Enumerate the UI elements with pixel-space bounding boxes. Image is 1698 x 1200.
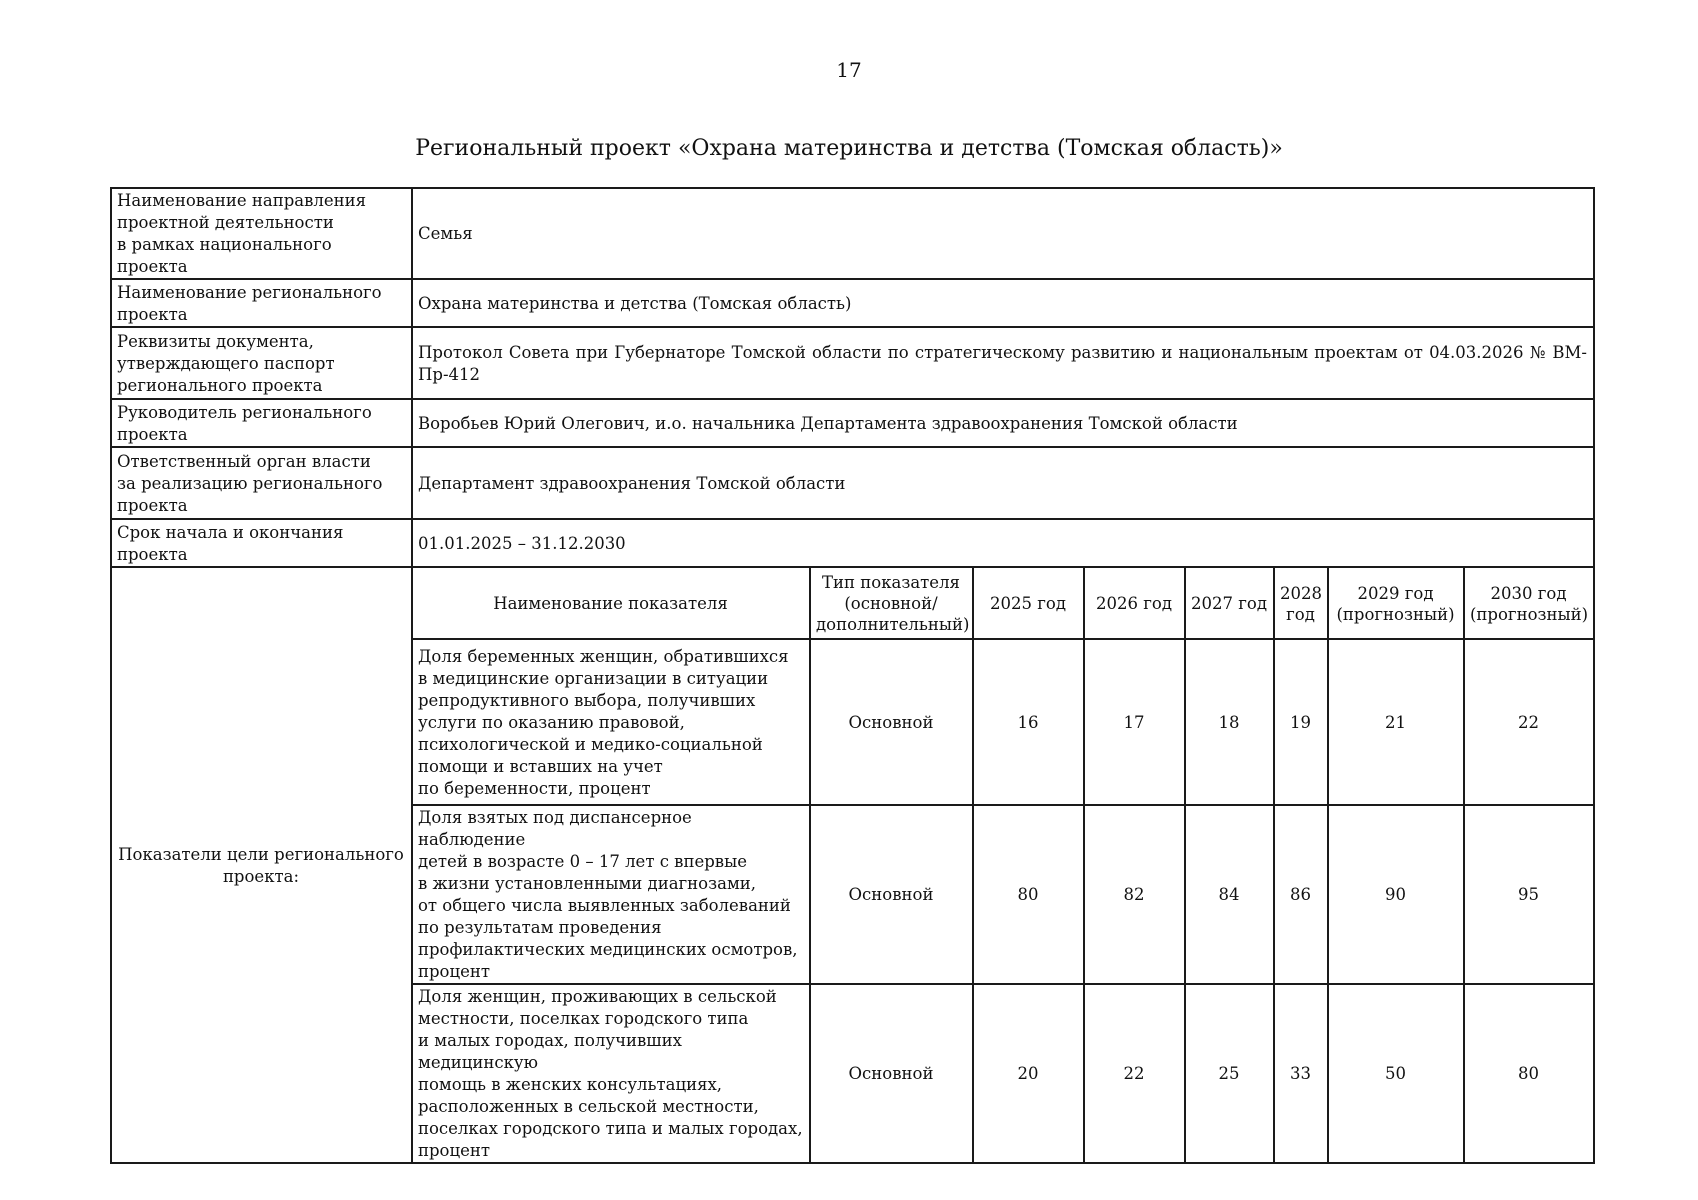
passport-label: Срок начала и окончания проекта <box>111 519 412 567</box>
indicator-type: Основной <box>810 639 973 805</box>
passport-label: Реквизиты документа, утверждающего паспорт регионального проекта <box>111 327 412 399</box>
indicator-value-2030: 95 <box>1464 805 1594 984</box>
indicator-name: Доля беременных женщин, обратившихся в медицинские организации в ситуации репродуктивного выбора, получивших услуги по оказанию правовой, психологической и медико-социальной помощи и вставших на учет по беременности, процент <box>412 639 810 805</box>
passport-value: Департамент здравоохранения Томской области <box>412 447 1594 519</box>
passport-label: Руководитель регионального проекта <box>111 399 412 447</box>
indicator-value-2028: 86 <box>1274 805 1328 984</box>
indicator-value-2027: 84 <box>1185 805 1274 984</box>
header-year-2030: 2030 год (прогнозный) <box>1464 567 1594 639</box>
indicator-value-2030: 22 <box>1464 639 1594 805</box>
passport-row-term <box>111 519 1594 567</box>
indicator-value-2027: 18 <box>1185 639 1274 805</box>
passport-row-responsible <box>111 447 1594 519</box>
passport-label: Ответственный орган власти за реализацию регионального проекта <box>111 447 412 519</box>
indicator-value-2027: 25 <box>1185 984 1274 1163</box>
indicators-section-label: Показатели цели регионального проекта: <box>111 567 412 1163</box>
header-indicator-name: Наименование показателя <box>412 567 810 639</box>
indicator-value-2026: 82 <box>1084 805 1185 984</box>
header-indicator-type: Тип показателя (основной/ дополнительный) <box>810 567 973 639</box>
passport-row-project-name <box>111 279 1594 327</box>
passport-value: Семья <box>412 188 1594 279</box>
page-number: 17 <box>836 58 862 82</box>
passport-label: Наименование направления проектной деятельности в рамках национального проекта <box>111 188 412 279</box>
indicator-value-2030: 80 <box>1464 984 1594 1163</box>
indicator-value-2028: 33 <box>1274 984 1328 1163</box>
indicator-name: Доля взятых под диспансерное наблюдение детей в возрасте 0 – 17 лет с впервые в жизни установленными диагнозами, от общего числа выявленных заболеваний по результатам проведения профилактических медицинских осмотров, процент <box>412 805 810 984</box>
header-year-2027: 2027 год <box>1185 567 1274 639</box>
passport-row-document <box>111 327 1594 399</box>
indicator-type: Основной <box>810 805 973 984</box>
indicator-value-2029: 50 <box>1328 984 1464 1163</box>
passport-label: Наименование регионального проекта <box>111 279 412 327</box>
project-passport-table <box>110 187 1595 1164</box>
document-title: Региональный проект «Охрана материнства и детства (Томская область)» <box>415 136 1283 161</box>
indicator-name: Доля женщин, проживающих в сельской местности, поселках городского типа и малых городах, получивших медицинскую помощь в женских консультациях, расположенных в сельской местности, поселках городского типа и малых городах, процент <box>412 984 810 1163</box>
header-year-2026: 2026 год <box>1084 567 1185 639</box>
indicator-type: Основной <box>810 984 973 1163</box>
indicator-value-2029: 21 <box>1328 639 1464 805</box>
indicator-value-2025: 20 <box>973 984 1084 1163</box>
header-year-2025: 2025 год <box>973 567 1084 639</box>
passport-row-direction <box>111 188 1594 279</box>
passport-value: 01.01.2025 – 31.12.2030 <box>412 519 1594 567</box>
passport-value: Протокол Совета при Губернаторе Томской области по стратегическому развитию и национальным проектам от 04.03.2026 № ВМ-Пр-412 <box>412 327 1594 399</box>
passport-row-head <box>111 399 1594 447</box>
indicator-value-2025: 16 <box>973 639 1084 805</box>
indicator-value-2026: 17 <box>1084 639 1185 805</box>
header-year-2029: 2029 год (прогнозный) <box>1328 567 1464 639</box>
header-year-2028: 2028 год <box>1274 567 1328 639</box>
indicator-value-2026: 22 <box>1084 984 1185 1163</box>
indicator-value-2029: 90 <box>1328 805 1464 984</box>
indicator-value-2028: 19 <box>1274 639 1328 805</box>
indicators-header-row <box>111 567 1594 639</box>
passport-value: Воробьев Юрий Олегович, и.о. начальника Департамента здравоохранения Томской области <box>412 399 1594 447</box>
indicator-value-2025: 80 <box>973 805 1084 984</box>
passport-value: Охрана материнства и детства (Томская область) <box>412 279 1594 327</box>
